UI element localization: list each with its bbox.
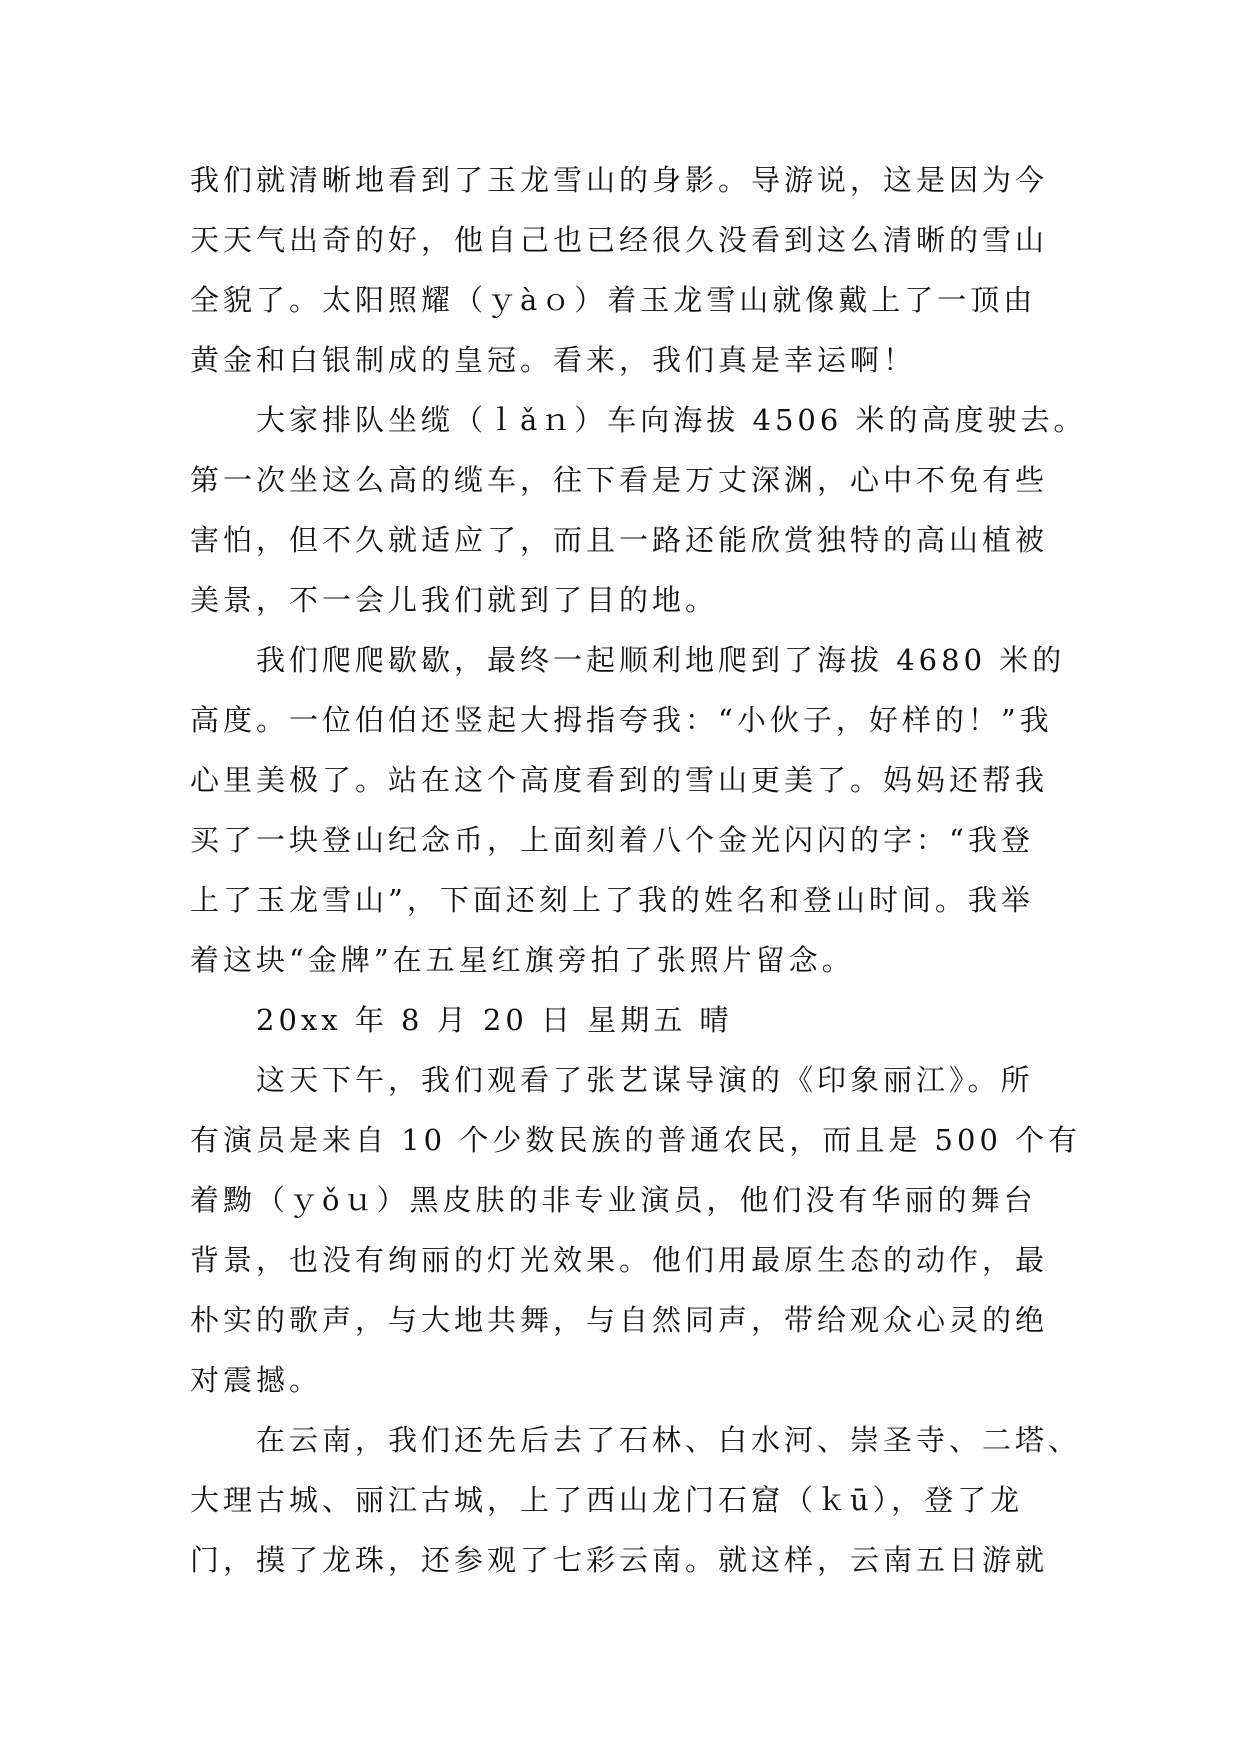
text-line: 朴实的歌声，与大地共舞，与自然同声，带给观众心灵的绝 bbox=[190, 1303, 1049, 1337]
paragraph-start-line: 大家排队坐缆（ｌǎｎ）车向海拔 4506 米的高度驶去。 bbox=[256, 403, 1087, 437]
text-line: 有演员是来自 10 个少数民族的普通农民，而且是 500 个有 bbox=[190, 1123, 1082, 1157]
text-line: 门，摸了龙珠，还参观了七彩云南。就这样，云南五日游就 bbox=[190, 1543, 1049, 1577]
text-line: 黄金和白银制成的皇冠。看来，我们真是幸运啊！ bbox=[190, 343, 917, 377]
text-line: 大理古城、丽江古城，上了西山龙门石窟（ｋū），登了龙 bbox=[190, 1483, 1024, 1517]
text-line: 高度。一位伯伯还竖起大拇指夸我：“小伙子，好样的！”我 bbox=[190, 703, 1053, 737]
text-line: 心里美极了。站在这个高度看到的雪山更美了。妈妈还帮我 bbox=[190, 763, 1049, 797]
text-line: 上了玉龙雪山”，下面还刻上了我的姓名和登山时间。我举 bbox=[190, 883, 1034, 917]
text-line: 害怕，但不久就适应了，而且一路还能欣赏独特的高山植被 bbox=[190, 523, 1049, 557]
text-line: 着黝（ｙǒｕ）黑皮肤的非专业演员，他们没有华丽的舞台 bbox=[190, 1183, 1037, 1217]
text-line: 天天气出奇的好，他自己也已经很久没看到这么清晰的雪山 bbox=[190, 223, 1049, 257]
text-line: 着这块“金牌”在五星红旗旁拍了张照片留念。 bbox=[190, 943, 855, 977]
body-text bbox=[190, 150, 1087, 1590]
diary-date-line: 20xx 年 8 月 20 日 星期五 晴 bbox=[256, 1003, 733, 1037]
text-line: 买了一块登山纪念币，上面刻着八个金光闪闪的字：“我登 bbox=[190, 823, 1034, 857]
paragraph-start-line: 在云南，我们还先后去了石林、白水河、崇圣寺、二塔、 bbox=[256, 1423, 1082, 1457]
text-line: 全貌了。太阳照耀（ｙàｏ）着玉龙雪山就像戴上了一顶由 bbox=[190, 283, 1037, 317]
text-line: 背景，也没有绚丽的灯光效果。他们用最原生态的动作，最 bbox=[190, 1243, 1049, 1277]
text-line: 对震撼。 bbox=[190, 1363, 323, 1397]
paragraph-start-line: 这天下午，我们观看了张艺谋导演的《印象丽江》。所 bbox=[256, 1063, 1034, 1097]
paragraph-start-line: 我们爬爬歇歇，最终一起顺利地爬到了海拔 4680 米的 bbox=[256, 643, 1066, 677]
text-line: 美景，不一会儿我们就到了目的地。 bbox=[190, 583, 719, 617]
text-line: 我们就清晰地看到了玉龙雪山的身影。导游说，这是因为今 bbox=[190, 163, 1049, 197]
text-line: 第一次坐这么高的缆车，往下看是万丈深渊，心中不免有些 bbox=[190, 463, 1049, 497]
